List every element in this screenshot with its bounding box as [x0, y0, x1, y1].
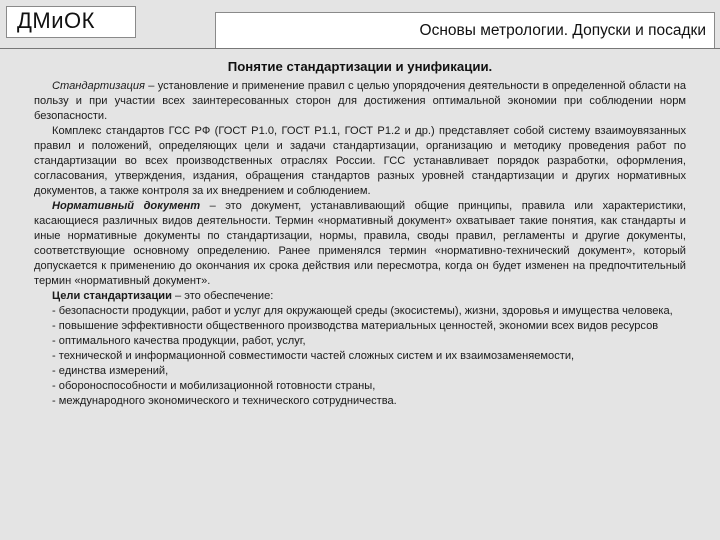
- definition-normative-document: – это документ, устанавливающий общие принципы, правила или характеристики, касающиеся различных видов деятельности. Термин «нормативный документ» охватывает такие понятия, как стандарты и иные нормативные документы по стандартизации, нормы, правила, своды правил, регламенты и другие документы, соответствующие основному определению. Ранее применялся термин «нормативно-технический документ», который допускается к применению до окончания их срока действия или пересмотра, когда он будет изменен на предпочтительный термин «нормативный документ».: [34, 200, 686, 287]
- slide-content: [34, 58, 686, 409]
- header-right-title: Основы метрологии. Допуски и посадки: [419, 22, 706, 39]
- list-item: - международного экономического и технического сотрудничества.: [52, 395, 397, 407]
- list-item: - оптимального качества продукции, работ, услуг,: [52, 335, 306, 347]
- term-standardization: Стандартизация: [52, 80, 145, 92]
- header-divider: [0, 48, 720, 49]
- paragraph-goals: [34, 289, 686, 304]
- header-left-box: [6, 6, 136, 38]
- list-item: - обороноспособности и мобилизационной готовности страны,: [52, 380, 376, 392]
- list-item: - безопасности продукции, работ и услуг для окружающей среды (экосистемы), жизни, здоровья и имущества человека,: [52, 305, 673, 317]
- list-item: - повышение эффективности общественного производства материальных ценностей, экономии всех видов ресурсов: [52, 320, 659, 332]
- page-title: Понятие стандартизации и унификации.: [227, 59, 493, 74]
- definition-standardization: – установление и применение правил с целью упорядочения деятельности в определенной области на пользу и при участии всех заинтересованных сторон для достижения оптимальной экономии при соблюдении норм безопасности.: [34, 80, 686, 122]
- header-right-box: [215, 12, 715, 48]
- term-normative-document: Нормативный документ: [52, 200, 201, 212]
- paragraph-gss-complex: Комплекс стандартов ГСС РФ (ГОСТ Р1.0, ГОСТ Р1.1, ГОСТ Р1.2 и др.) представляет собой систему взаимоувязанных правил и положений, определяющих цели и задачи стандартизации, организацию и методику проведения работ по стандартизации во всех производственных отраслях России. ГСС устанавливает порядок разработки, оформления, согласования, утверждения, издания, обращения стандартов разных уровней стандартизации и других нормативных документов, а также контроля за их внедрением и соблюдением.: [34, 125, 686, 197]
- header-left-title: ДМиОК: [17, 8, 95, 33]
- list-item: - технической и информационной совместимости частей сложных систем и их взаимозаменяемости,: [52, 350, 575, 362]
- goals-intro: – это обеспечение:: [171, 290, 274, 302]
- list-item: - единства измерений,: [52, 365, 169, 377]
- paragraph-standardization: [34, 79, 686, 124]
- term-goals: Цели стандартизации: [52, 290, 172, 302]
- paragraph-normative-document: [34, 199, 686, 289]
